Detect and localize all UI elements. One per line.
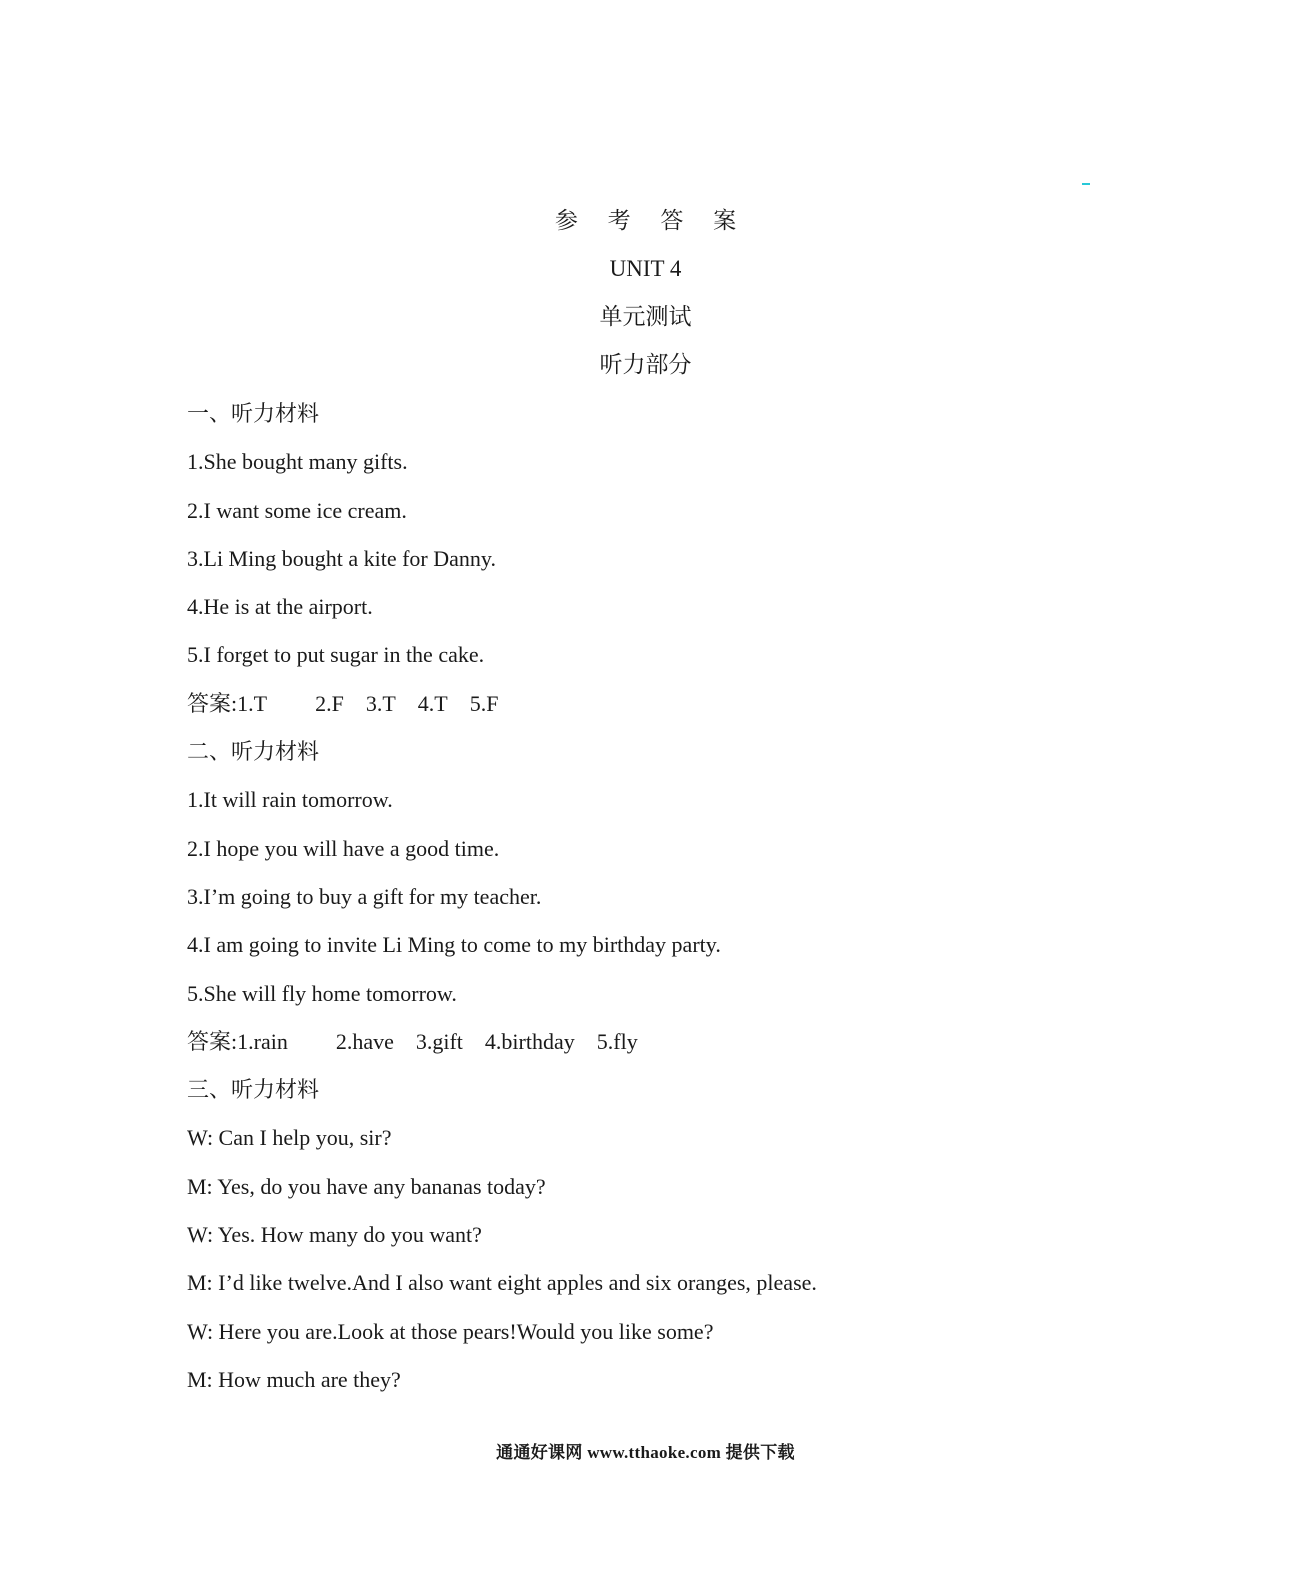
part3-dialogue-line-6: M: How much are they? bbox=[187, 1366, 401, 1392]
part2-heading: 二、听力材料 bbox=[187, 739, 320, 765]
part1-sentence-1: 1.She bought many gifts. bbox=[187, 449, 408, 475]
part2-answers bbox=[187, 1026, 1087, 1074]
part3-dialogue-line-3: W: Yes. How many do you want? bbox=[187, 1222, 482, 1248]
part2-answer-2: 2.have bbox=[335, 1028, 394, 1054]
part2-answer-3: 3.gift bbox=[415, 1028, 463, 1054]
test-title: 单元测试 bbox=[599, 304, 692, 329]
unit-title: UNIT 4 bbox=[609, 256, 682, 281]
part1-answer-label: 答案: bbox=[187, 690, 238, 716]
part3-dialogue-line-5: W: Here you are.Look at those pears!Would you like some? bbox=[187, 1318, 714, 1344]
part2-sentence-4: 4.I am going to invite Li Ming to come to my birthday party. bbox=[187, 932, 721, 958]
answer-body bbox=[187, 398, 1087, 1412]
answer-key-title: 参 考 答 案 bbox=[554, 208, 749, 233]
part1-answer-4: 4.T bbox=[417, 690, 448, 716]
part2-answer-label-1 bbox=[187, 1026, 288, 1058]
part2-answer-label: 答案: bbox=[187, 1028, 238, 1054]
part1-answer-label-1 bbox=[187, 688, 267, 720]
footer-source: 通通好课网 www.tthaoke.com 提供下载 bbox=[496, 1443, 795, 1462]
corner-mark bbox=[1082, 183, 1090, 185]
part1-sentence-5: 5.I forget to put sugar in the cake. bbox=[187, 642, 485, 668]
part2-sentence-2: 2.I hope you will have a good time. bbox=[187, 835, 500, 861]
part1-answer-3: 3.T bbox=[365, 690, 396, 716]
part3-dialogue-line-2: M: Yes, do you have any bananas today? bbox=[187, 1173, 546, 1199]
part3-heading: 三、听力材料 bbox=[187, 1077, 320, 1103]
part1-answer-2: 2.F bbox=[315, 690, 344, 716]
section-title: 听力部分 bbox=[599, 352, 692, 377]
part1-answers bbox=[187, 688, 1087, 736]
part1-sentence-2: 2.I want some ice cream. bbox=[187, 497, 407, 523]
part1-heading: 一、听力材料 bbox=[187, 401, 320, 426]
part1-sentence-4: 4.He is at the airport. bbox=[187, 594, 373, 620]
part2-sentence-5: 5.She will fly home tomorrow. bbox=[187, 980, 457, 1006]
part2-answer-1: 1.rain bbox=[237, 1028, 288, 1054]
part1-sentence-3: 3.Li Ming bought a kite for Danny. bbox=[187, 545, 496, 571]
part1-answer-5: 5.F bbox=[469, 690, 499, 716]
part2-sentence-3: 3.I’m going to buy a gift for my teacher. bbox=[187, 883, 542, 909]
part1-answer-1: 1.T bbox=[237, 690, 268, 716]
part2-answer-4: 4.birthday bbox=[484, 1028, 575, 1054]
part3-dialogue-line-4: M: I’d like twelve.And I also want eight apples and six oranges, please. bbox=[187, 1270, 817, 1296]
part2-answer-5: 5.fly bbox=[596, 1028, 638, 1054]
part3-dialogue-line-1: W: Can I help you, sir? bbox=[187, 1125, 392, 1151]
part2-sentence-1: 1.It will rain tomorrow. bbox=[187, 787, 393, 813]
